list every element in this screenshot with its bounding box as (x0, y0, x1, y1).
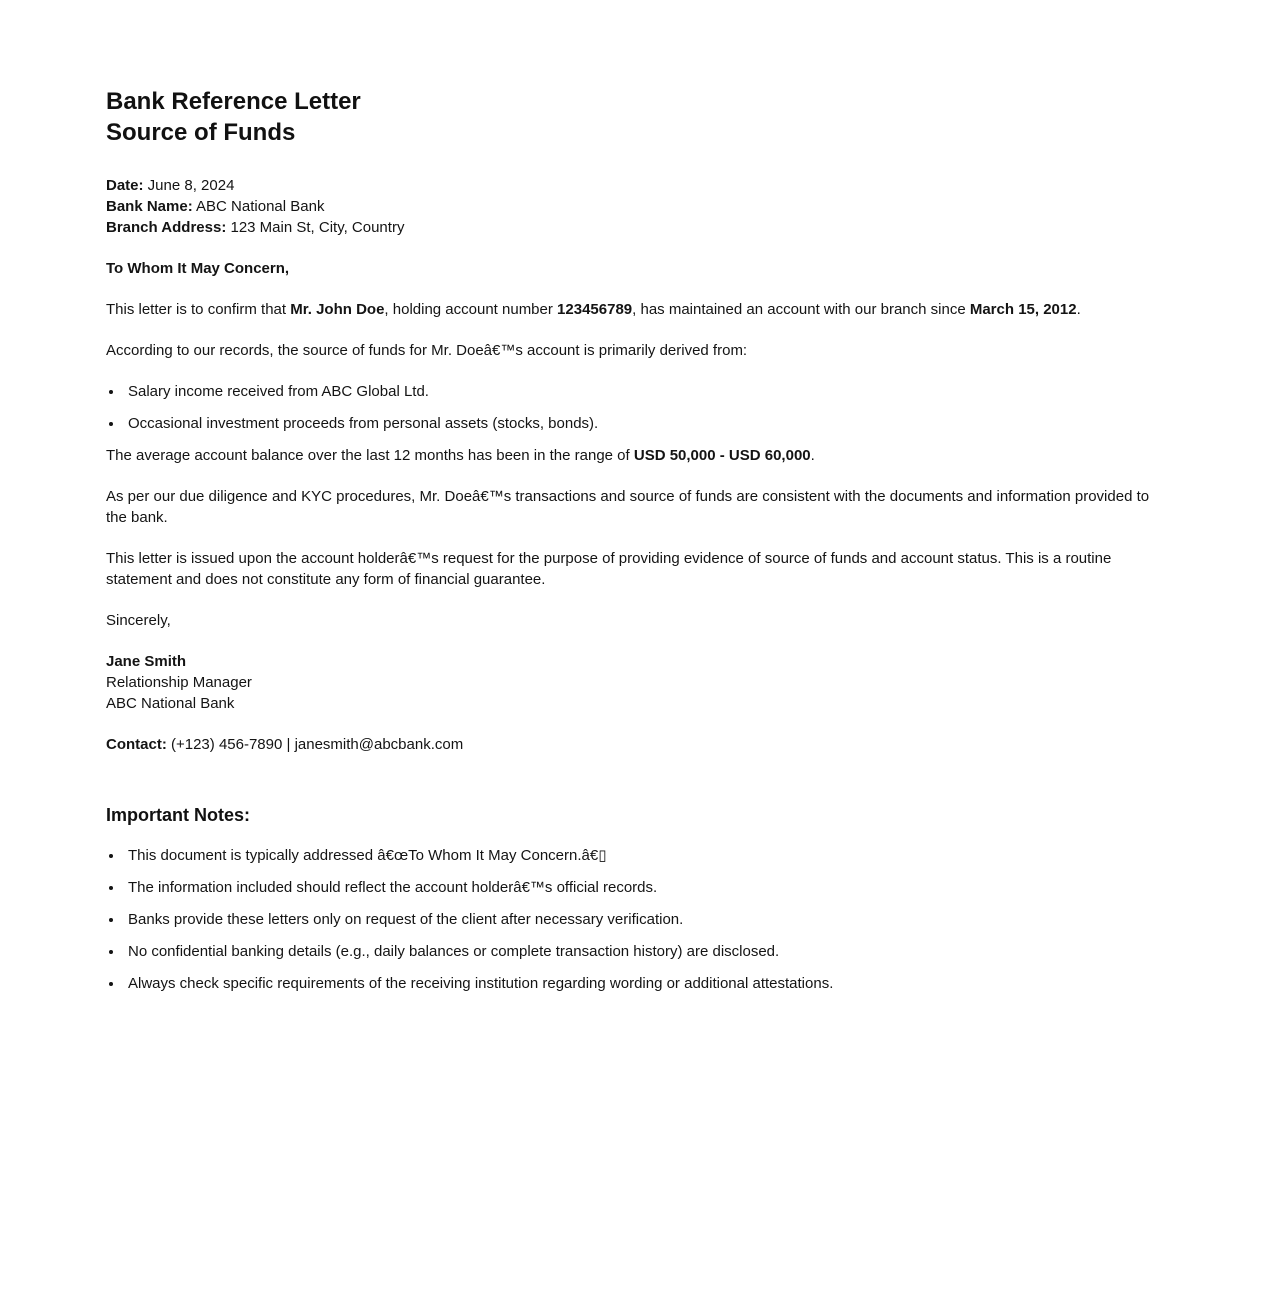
page-title (106, 86, 1172, 148)
list-item: • This document is typically addressed â€œTo Whom It May Concern.â€▯ (124, 845, 1172, 866)
signature-block: Jane Smith Relationship Manager ABC National Bank (106, 653, 252, 712)
notes-heading: Important Notes: (106, 805, 250, 825)
list-item: • Banks provide these letters only on request of the client after necessary verification. (124, 909, 1172, 930)
contact-line: Contact: (+123) 456-7890 | janesmith@abcbank.com (106, 736, 464, 753)
list-item: • Occasional investment proceeds from personal assets (stocks, bonds). (124, 413, 1172, 434)
paragraph-kyc: As per our due diligence and KYC procedures, Mr. Doeâ€™s transactions and source of funds are consistent with the documents and information provided to the bank. (106, 488, 1150, 526)
meta-block: Date: June 8, 2024 Bank Name: ABC National Bank Branch Address: 123 Main St, City, Country (106, 177, 405, 236)
list-item: • No confidential banking details (e.g., daily balances or complete transaction history) are disclosed. (124, 941, 1172, 962)
list-item: • The information included should reflect the account holderâ€™s official records. (124, 877, 1172, 898)
paragraph-issued: This letter is issued upon the account holderâ€™s request for the purpose of providing evidence of source of funds and account status. This is a routine statement and does not constitute any form of financial guarantee. (106, 550, 1112, 588)
list-item: • Salary income received from ABC Global Ltd. (124, 381, 1172, 402)
paragraph-balance: The average account balance over the last 12 months has been in the range of USD 50,000 - USD 60,000. (106, 447, 815, 464)
notes-list (106, 845, 1172, 994)
paragraph-according: According to our records, the source of funds for Mr. Doeâ€™s account is primarily derived from: (106, 342, 748, 359)
title-line-2: Source of Funds (106, 119, 296, 146)
funds-list (106, 381, 1172, 434)
salutation: To Whom It May Concern, (106, 260, 290, 277)
list-item: • Always check specific requirements of the receiving institution regarding wording or additional attestations. (124, 973, 1172, 994)
closing: Sincerely, (106, 612, 171, 629)
paragraph-confirm: This letter is to confirm that Mr. John Doe, holding account number 123456789, has maintained an account with our branch since March 15, 2012. (106, 301, 1081, 318)
title-line-1: Bank Reference Letter (106, 88, 361, 115)
